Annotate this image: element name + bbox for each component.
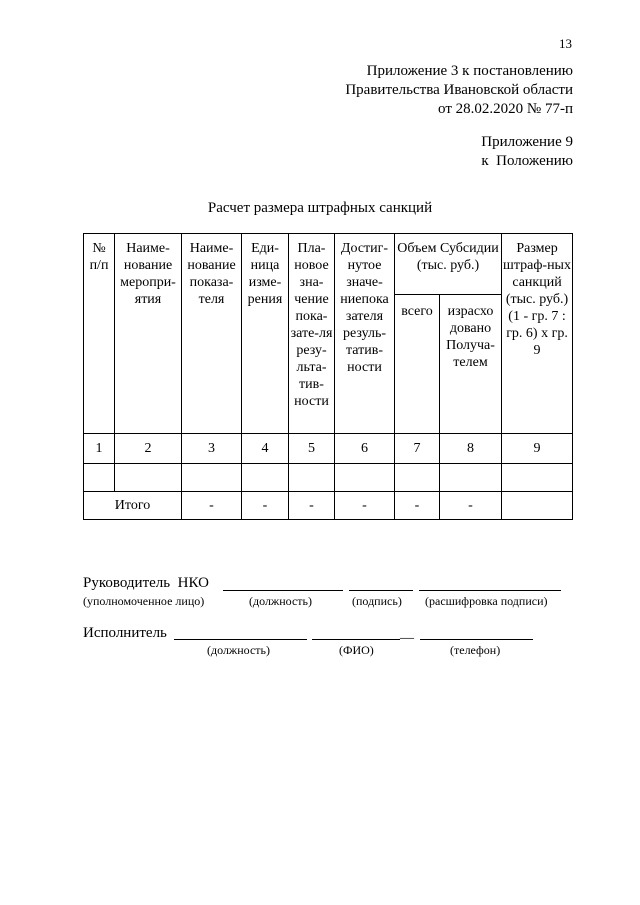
caption-signature-decoding: (расшифровка подписи) <box>425 594 548 608</box>
total-label: Итого <box>84 492 182 520</box>
executor-position-line <box>174 639 307 640</box>
header-group-subsidy: Объем Субсидии (тыс. руб.) <box>395 234 502 295</box>
table-cell <box>115 464 182 492</box>
header-col-4: Еди-ница изме-рения <box>242 234 289 434</box>
executor-name-line <box>312 639 400 640</box>
column-number-row <box>84 434 573 464</box>
appendix-sub-line: к Положению <box>481 153 573 169</box>
signature-decoding-line <box>419 590 561 591</box>
table-cell <box>182 464 242 492</box>
table-cell <box>335 464 395 492</box>
appendix-header-line: Правительства Ивановской области <box>345 82 573 98</box>
column-number: 9 <box>502 434 573 464</box>
appendix-sub-line: Приложение 9 <box>481 134 573 150</box>
header-col-9: Размер штраф-ных санкций (тыс. руб.) (1 - гр. 7 : гр. 6) х гр. 9 <box>502 234 573 434</box>
appendix-header-line: от 28.02.2020 № 77-п <box>438 101 573 117</box>
header-col-5: Пла-новое зна-чение пока-зате-ля резу-льта-тив-ности <box>289 234 335 434</box>
column-number: 4 <box>242 434 289 464</box>
caption-authorized-person: (уполномоченное лицо) <box>83 594 205 608</box>
caption-signature: (подпись) <box>352 594 402 608</box>
empty-data-row <box>84 464 573 492</box>
header-col-8: израсхо довано Получа-телем <box>440 295 502 434</box>
executor-phone-line <box>420 639 533 640</box>
appendix-header <box>345 62 573 119</box>
column-number: 8 <box>440 434 502 464</box>
executor-dash: __ <box>400 626 414 641</box>
position-line <box>223 590 343 591</box>
table-cell <box>84 464 115 492</box>
signature-line <box>349 590 413 591</box>
header-col-1: № п/п <box>84 234 115 434</box>
table-cell <box>395 464 440 492</box>
appendix-sub-header <box>481 133 573 171</box>
header-col-6: Достиг-нутое значе-ниепока зателя резуль-татив-ности <box>335 234 395 434</box>
head-label: Руководитель НКО <box>83 575 209 591</box>
executor-label: Исполнитель <box>83 625 167 641</box>
column-number: 6 <box>335 434 395 464</box>
total-cell: - <box>440 492 502 520</box>
total-cell: - <box>242 492 289 520</box>
document-title: Расчет размера штрафных санкций <box>207 200 433 216</box>
total-cell: - <box>182 492 242 520</box>
total-cell: - <box>335 492 395 520</box>
total-cell: - <box>395 492 440 520</box>
caption-position: (должность) <box>249 594 312 608</box>
header-col-3: Наиме-нование показа-теля <box>182 234 242 434</box>
page-number: 13 <box>559 36 572 51</box>
caption-executor-name: (ФИО) <box>339 643 374 657</box>
appendix-header-line: Приложение 3 к постановлению <box>366 63 573 79</box>
sanctions-table <box>83 233 573 520</box>
caption-executor-position: (должность) <box>207 643 270 657</box>
caption-executor-phone: (телефон) <box>450 643 501 657</box>
table-cell <box>440 464 502 492</box>
table-cell <box>242 464 289 492</box>
table-cell <box>289 464 335 492</box>
column-number: 5 <box>289 434 335 464</box>
header-col-2: Наиме-нование меропри-ятия <box>115 234 182 434</box>
total-cell <box>502 492 573 520</box>
total-row <box>84 492 573 520</box>
total-cell: - <box>289 492 335 520</box>
header-col-7: всего <box>395 295 440 434</box>
column-number: 1 <box>84 434 115 464</box>
column-number: 2 <box>115 434 182 464</box>
table-cell <box>502 464 573 492</box>
column-number: 3 <box>182 434 242 464</box>
column-number: 7 <box>395 434 440 464</box>
